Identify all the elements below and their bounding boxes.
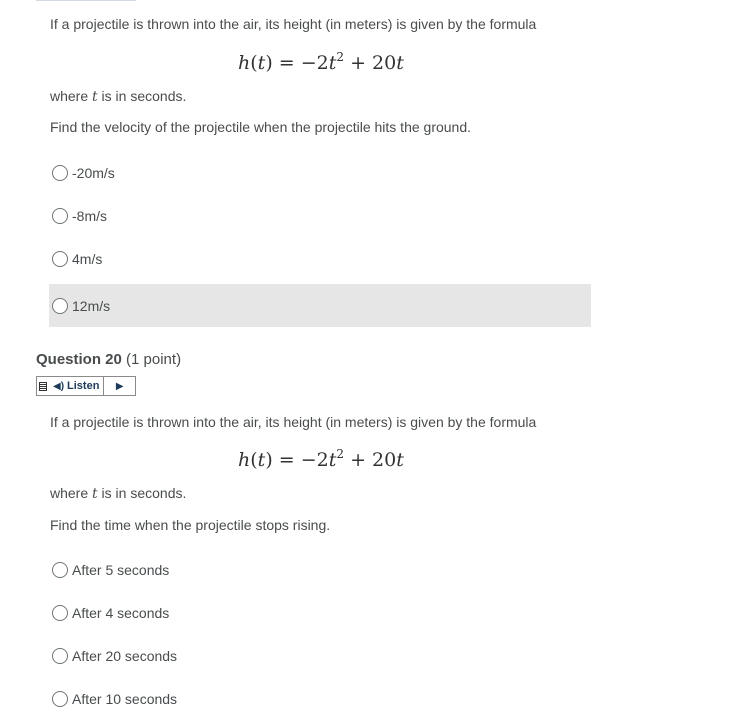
- question-title: Question 20: [36, 351, 122, 368]
- option-label: -20m/s: [72, 164, 115, 181]
- q19-option-1[interactable]: [49, 151, 591, 194]
- q19-option-4[interactable]: [49, 284, 591, 327]
- listen-button[interactable]: ◀) Listen: [49, 377, 104, 395]
- q20-formula: $h(t) = -2t^2 + 20t$: [238, 447, 404, 471]
- radio-button[interactable]: [52, 562, 68, 578]
- option-label: After 20 seconds: [72, 647, 178, 664]
- radio-button[interactable]: [52, 251, 68, 267]
- radio-button[interactable]: [52, 165, 68, 181]
- option-label: 12m/s: [72, 297, 111, 314]
- q19-option-3[interactable]: [49, 237, 591, 280]
- q19-formula: $h(t) = -2t^2 + 20t$: [238, 50, 404, 74]
- q20-option-2[interactable]: [49, 591, 591, 634]
- q19-intro: If a projectile is thrown into the air, its height (in meters) is given by the formula: [50, 16, 537, 32]
- option-label: -8m/s: [72, 207, 107, 224]
- q19-where-text: where t is in seconds.: [50, 88, 187, 105]
- menu-icon[interactable]: [37, 377, 49, 395]
- listen-toolbar: [36, 376, 136, 396]
- option-label: After 4 seconds: [72, 604, 170, 621]
- question-points: (1 point): [126, 351, 182, 368]
- radio-button[interactable]: [52, 648, 68, 664]
- top-divider: [36, 0, 136, 1]
- radio-button[interactable]: [52, 208, 68, 224]
- play-button[interactable]: [104, 377, 135, 395]
- radio-button[interactable]: [52, 691, 68, 707]
- q20-prompt: Find the time when the projectile stops rising.: [50, 517, 331, 533]
- speaker-icon: ◀): [53, 380, 65, 392]
- q19-option-2[interactable]: [49, 194, 591, 237]
- q20-option-4[interactable]: [49, 677, 591, 720]
- q20-where-text: where t is in seconds.: [50, 485, 187, 502]
- q20-option-3[interactable]: [49, 634, 591, 677]
- q19-prompt: Find the velocity of the projectile when the projectile hits the ground.: [50, 119, 472, 135]
- play-icon: ▶: [115, 380, 124, 392]
- option-label: 4m/s: [72, 250, 103, 267]
- radio-button[interactable]: [52, 605, 68, 621]
- q20-option-1[interactable]: [49, 548, 591, 591]
- radio-button[interactable]: [52, 298, 68, 314]
- option-label: After 5 seconds: [72, 561, 170, 578]
- q20-intro: If a projectile is thrown into the air, its height (in meters) is given by the formula: [50, 414, 537, 430]
- option-label: After 10 seconds: [72, 690, 178, 707]
- question-header: [36, 351, 181, 368]
